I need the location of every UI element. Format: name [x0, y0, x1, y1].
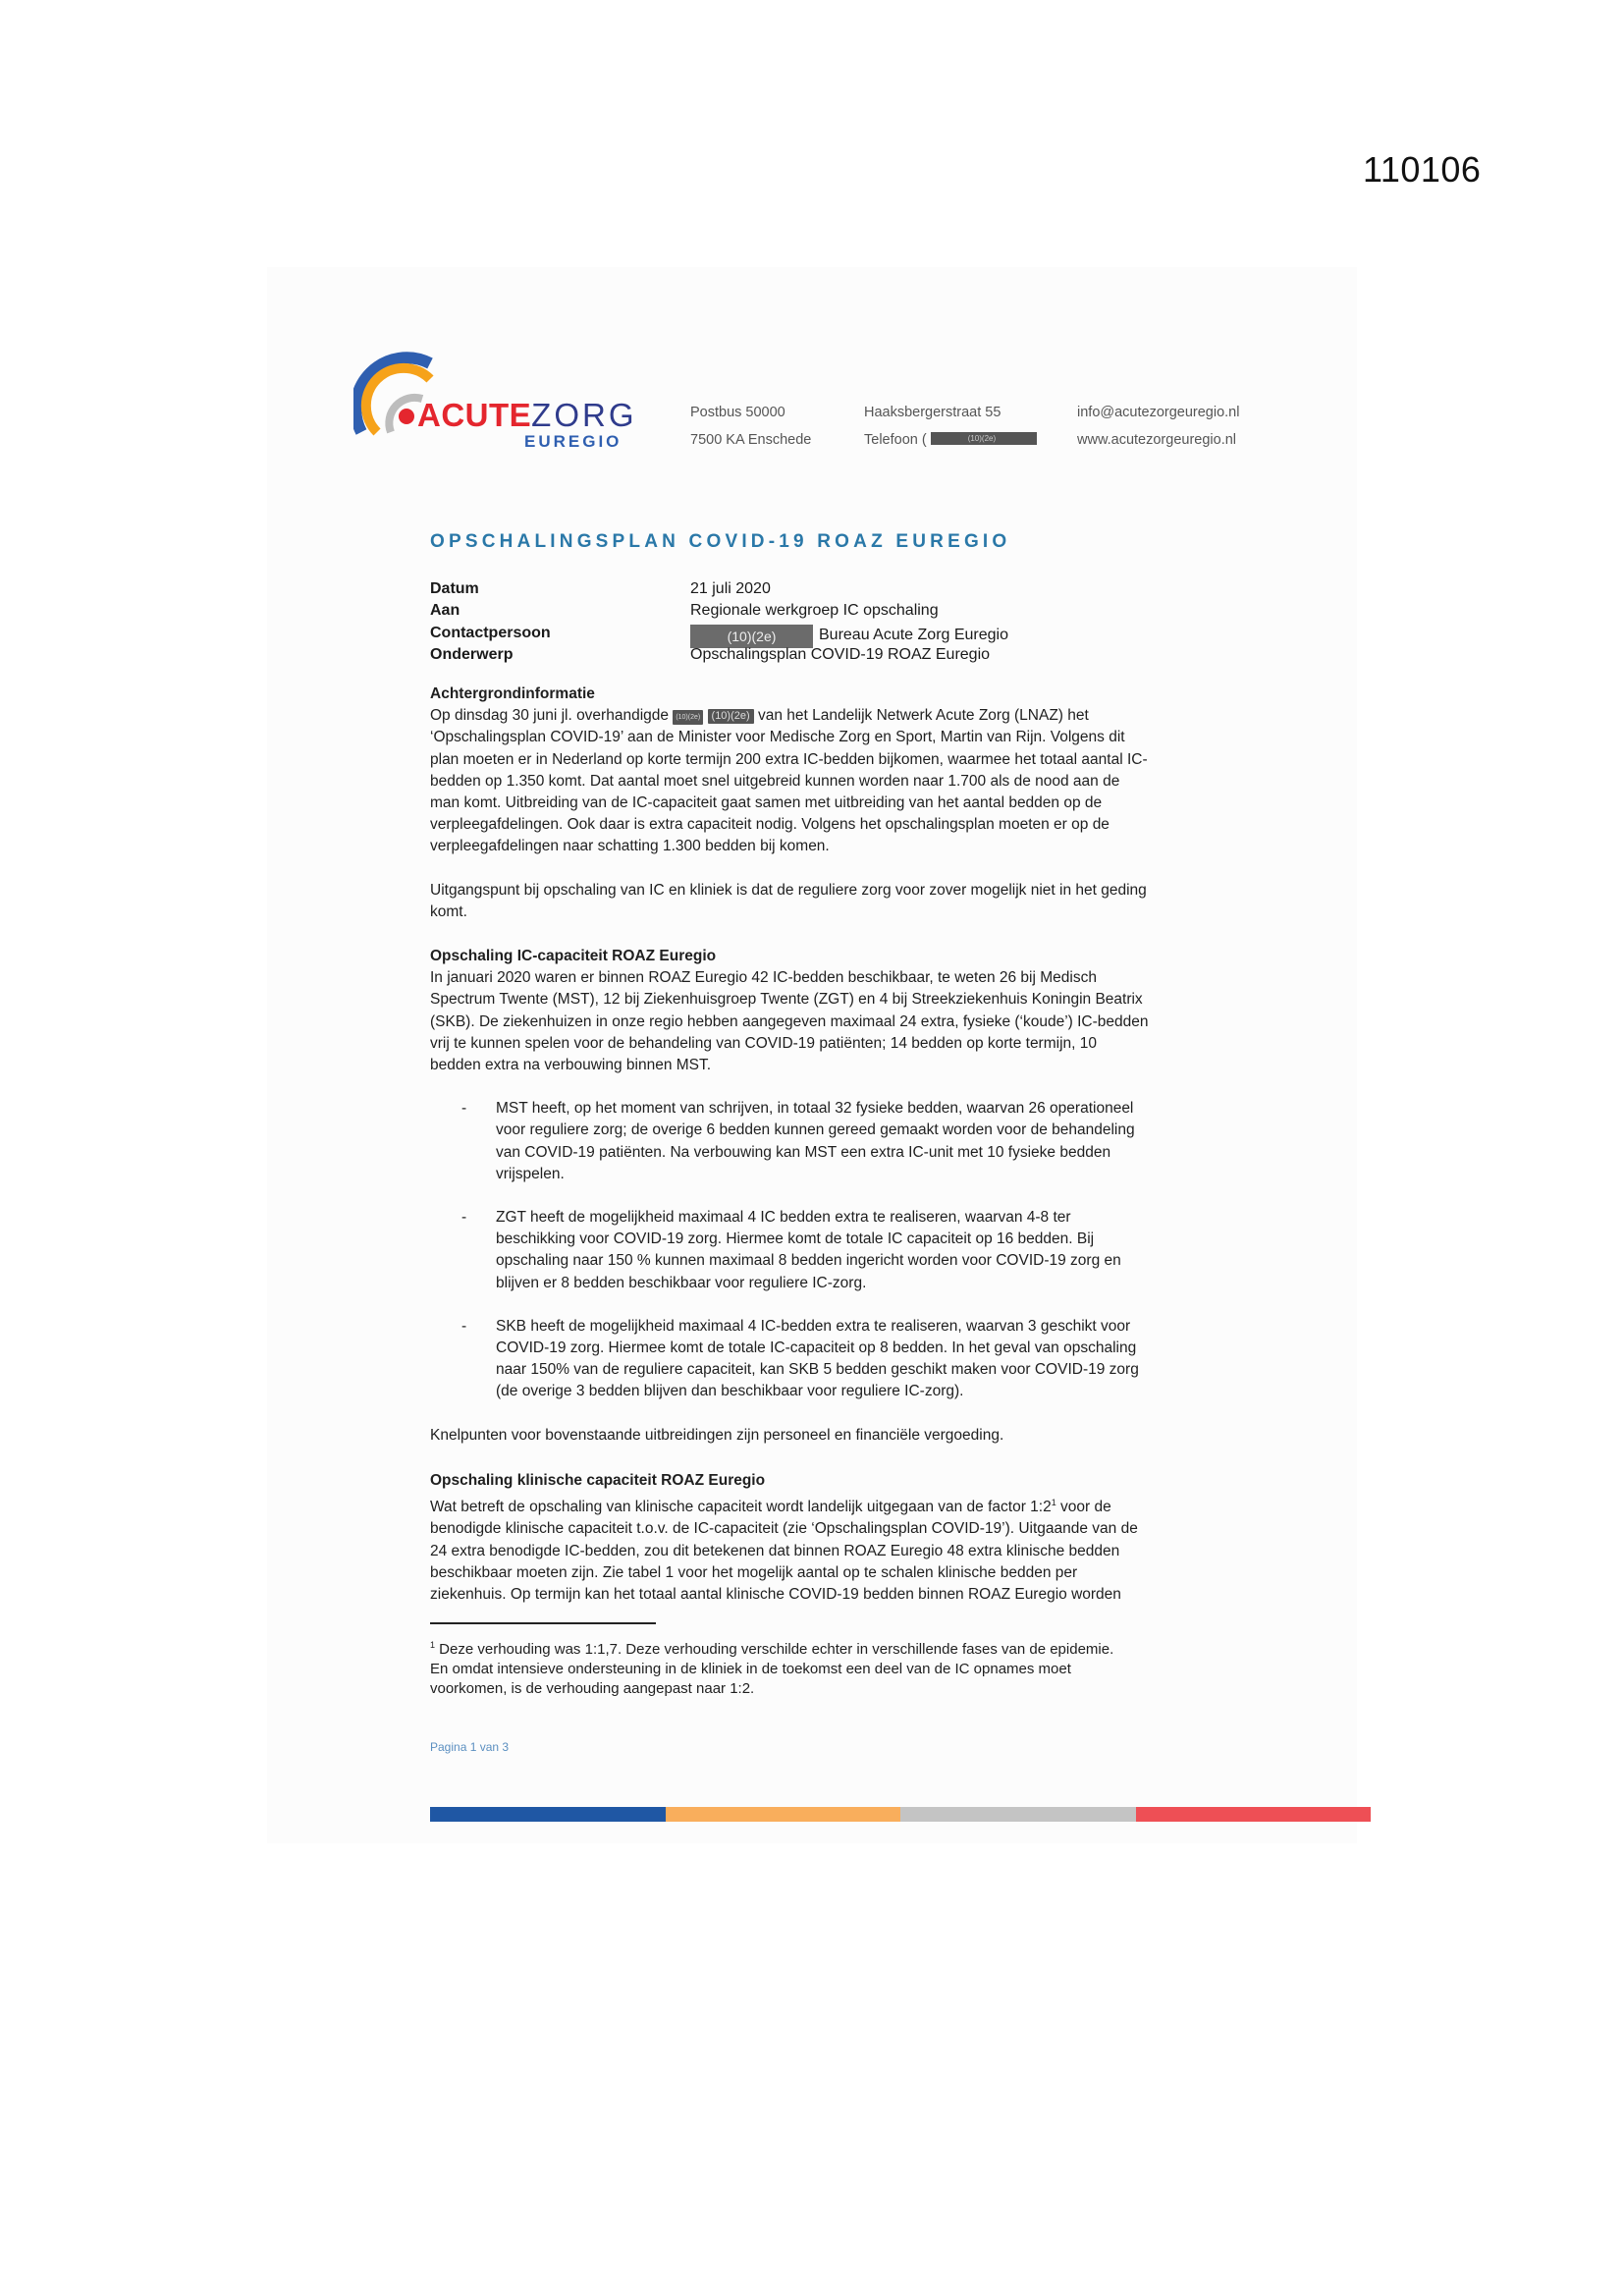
- section-ic-capacity: [430, 946, 1216, 1447]
- postbus: Postbus 50000: [690, 405, 785, 420]
- footnote-ref[interactable]: 1: [1051, 1498, 1056, 1508]
- paragraph-line: opschaling naar 150 % kunnen maximaal 8 bedden ingericht worden voor COVID-19 zorg en: [496, 1252, 1121, 1270]
- meta-value: Opschalingsplan COVID-19 ROAZ Euregio: [690, 645, 991, 663]
- paragraph: [430, 727, 1216, 857]
- paragraph-line: Wat betreft de opschaling van klinische capaciteit wordt landelijk uitgegaan van de factor $1:2^1$ voor de: [430, 1498, 1111, 1516]
- meta-label: Onderwerp: [430, 645, 514, 663]
- paragraph-line: plan moeten er in Nederland op korte termijn 200 extra IC-bedden bijkomen, waarmee het totaal aantal IC-: [430, 750, 1148, 768]
- list-item-zgt: [430, 1207, 1216, 1294]
- paragraph-line: ziekenhuis. Op termijn kan het totaal aantal klinische COVID-19 bedden binnen ROAZ Euregio worden: [430, 1586, 1121, 1604]
- phone-label: Telefoon (: [864, 432, 927, 448]
- meta-label: Aan: [430, 602, 460, 620]
- paragraph-line: voor reguliere zorg; de overige 6 bedden kunnen gereed gemaakt worden voor de behandeling: [496, 1121, 1135, 1139]
- redaction-mark: (10)(2e): [708, 709, 754, 724]
- bullet-dash: -: [461, 1317, 467, 1335]
- paragraph-line: benodigde klinische capaciteit t.o.v. de IC-capaciteit (zie ‘Opschalingsplan COVID-19’). Uitgaande van de: [430, 1520, 1138, 1538]
- section-background: [430, 683, 1216, 923]
- paragraph-line: Knelpunten voor bovenstaande uitbreidingen zijn personeel en financiële vergoeding.: [430, 1426, 1004, 1444]
- meta-value: 21 juli 2020: [690, 580, 771, 597]
- section-heading: Opschaling klinische capaciteit ROAZ Euregio: [430, 1472, 766, 1489]
- paragraph-line: SKB heeft de mogelijkheid maximaal 4 IC-bedden extra te realiseren, waarvan 3 geschikt voor: [496, 1317, 1131, 1335]
- paragraph-line: beschikking voor COVID-19 zorg. Hiermee komt de totale IC capaciteit op 16 bedden. Bij: [496, 1230, 1095, 1248]
- phone-line: [864, 426, 1037, 454]
- color-bar-segment: [900, 1807, 1136, 1822]
- paragraph-line: (SKB). De ziekenhuizen in onze regio hebben aangegeven maximaal 24 extra, fysieke (‘koude’) IC-bedden: [430, 1012, 1149, 1030]
- paragraph-line: verpleegafdelingen naar schatting 1.300 bedden bij komen.: [430, 838, 830, 855]
- logo-zorg: ZORG: [531, 397, 637, 433]
- paragraph-line: van COVID-19 patiënten. Na verbouwing kan MST een extra IC-unit met 10 fysieke bedden: [496, 1143, 1111, 1161]
- meta-value: Regionale werkgroep IC opschaling: [690, 602, 939, 620]
- paragraph: [430, 967, 1216, 1076]
- paragraph-line: MST heeft, op het moment van schrijven, in totaal 32 fysieke bedden, waarvan 26 operationeel: [496, 1100, 1134, 1118]
- footnote-line: En omdat intensieve ondersteuning in de kliniek in de toekomst een deel van de IC opnames moet: [430, 1661, 1071, 1677]
- list-item-mst: [430, 1098, 1216, 1185]
- header-street-phone: [864, 399, 1037, 454]
- paragraph-line: Op dinsdag 30 juni jl. overhandigde (10)(2e) (10)(2e) van het Landelijk Netwerk Acute Zorg (LNAZ) het: [430, 707, 1089, 725]
- section-heading: Achtergrondinformatie: [430, 685, 595, 702]
- footer-color-bar: [430, 1807, 1371, 1822]
- paragraph-line: bedden extra na verbouwing binnen MST.: [430, 1057, 712, 1074]
- bullet-dash: -: [461, 1100, 467, 1118]
- color-bar-segment: [666, 1807, 901, 1822]
- paragraph-line: beschikbaar moeten zijn. Zie tabel 1 voor het mogelijk aantal op te schalen klinische bedden per: [430, 1563, 1078, 1581]
- footnote-line: $^1$ Deze verhouding was 1:1,7. Deze verhouding verschilde echter in verschillende fases van de epidemie.: [430, 1640, 1114, 1658]
- logo-dot-icon: [399, 409, 414, 424]
- logo-wordmark: [399, 397, 637, 434]
- header-web: [1077, 399, 1239, 454]
- street-address: Haaksbergerstraat 55: [864, 405, 1001, 420]
- color-bar-segment: [430, 1807, 666, 1822]
- postal-city: 7500 KA Enschede: [690, 432, 812, 448]
- section-clinical-capacity: [430, 1470, 1216, 1606]
- header-address: [690, 399, 811, 454]
- meta-label: Contactpersoon: [430, 624, 551, 641]
- page-number: Pagina 1 van 3: [430, 1740, 510, 1754]
- paragraph-line: bedden op 1.350 komt. Dat aantal moet snel uitgebreid kunnen worden naar 1.700 als de nood aan de: [430, 772, 1120, 790]
- footnote: [430, 1635, 1216, 1699]
- paragraph-line: ‘Opschalingsplan COVID-19’ aan de Minister voor Medische Zorg en Sport, Martin van Rijn. Volgens dit: [430, 729, 1125, 746]
- footnote-line: voorkomen, is de verhouding aangepast naar 1:2.: [430, 1680, 755, 1697]
- acute-zorg-logo: [353, 352, 637, 451]
- logo-euregio: EUREGIO: [524, 432, 623, 451]
- color-bar-segment: [1136, 1807, 1372, 1822]
- website-link[interactable]: www.acutezorgeuregio.nl: [1077, 432, 1237, 448]
- email-link[interactable]: info@acutezorgeuregio.nl: [1077, 405, 1240, 420]
- meta-value: [690, 623, 1008, 646]
- paragraph-line: In januari 2020 waren er binnen ROAZ Euregio 42 IC-bedden beschikbaar, te weten 26 bij Medisch: [430, 969, 1097, 987]
- paragraph: [430, 880, 1216, 923]
- paragraph-line: verpleegafdelingen. Ook daar is extra capaciteit nodig. Volgens het opschalingsplan moeten er op de: [430, 816, 1110, 834]
- paragraph-line: ZGT heeft de mogelijkheid maximaal 4 IC bedden extra te realiseren, waarvan 4-8 ter: [496, 1209, 1071, 1227]
- paragraph-line: komt.: [430, 902, 467, 920]
- list-item-skb: [430, 1316, 1216, 1403]
- bullet-dash: -: [461, 1209, 467, 1227]
- paragraph-line: 24 extra benodigde IC-bedden, zou dit betekenen dat binnen ROAZ Euregio 48 extra klinische bedden: [430, 1542, 1120, 1559]
- contact-redaction: (10)(2e): [690, 625, 813, 648]
- paragraph-line: vrij te kunnen spelen voor de behandeling van COVID-19 patiënten; 14 bedden op korte termijn, 10: [430, 1034, 1097, 1052]
- document-number: 110106: [1363, 149, 1482, 190]
- paragraph-line: man komt. Uitbreiding van de IC-capaciteit gaat samen met uitbreiding van het aantal bedden op de: [430, 794, 1103, 812]
- paragraph-line: COVID-19 zorg. Hiermee komt de totale IC-capaciteit op 8 bedden. In het geval van opschaling: [496, 1339, 1137, 1357]
- document-title: OPSCHALINGSPLAN COVID-19 ROAZ EUREGIO: [430, 531, 1011, 552]
- logo-acute: ACUTE: [417, 397, 532, 433]
- paragraph-line: Spectrum Twente (MST), 12 bij Ziekenhuisgroep Twente (ZGT) en 4 bij Streekziekenhuis Koningin Beatrix: [430, 991, 1143, 1009]
- meta-label: Datum: [430, 580, 479, 597]
- footnote-mark: 1: [430, 1640, 436, 1650]
- contact-org: Bureau Acute Zorg Euregio: [819, 626, 1009, 643]
- paragraph-line: naar 150% van de reguliere capaciteit, kan SKB 5 bedden geschikt maken voor COVID-19 zorg: [496, 1361, 1139, 1379]
- redaction-mark: (10)(2e): [673, 710, 703, 725]
- paragraph-line: vrijspelen.: [496, 1165, 565, 1182]
- section-heading: Opschaling IC-capaciteit ROAZ Euregio: [430, 948, 717, 964]
- footnote-divider: [430, 1622, 656, 1624]
- paragraph-line: Uitgangspunt bij opschaling van IC en kliniek is dat de reguliere zorg voor zover mogelijk niet in het geding: [430, 881, 1147, 899]
- paragraph-line: (de overige 3 bedden blijven dan beschikbaar voor reguliere IC-zorg).: [496, 1383, 964, 1400]
- phone-redaction: (10)(2e): [931, 432, 1037, 445]
- paragraph-line: blijven er 8 bedden beschikbaar voor reguliere IC-zorg.: [496, 1274, 867, 1291]
